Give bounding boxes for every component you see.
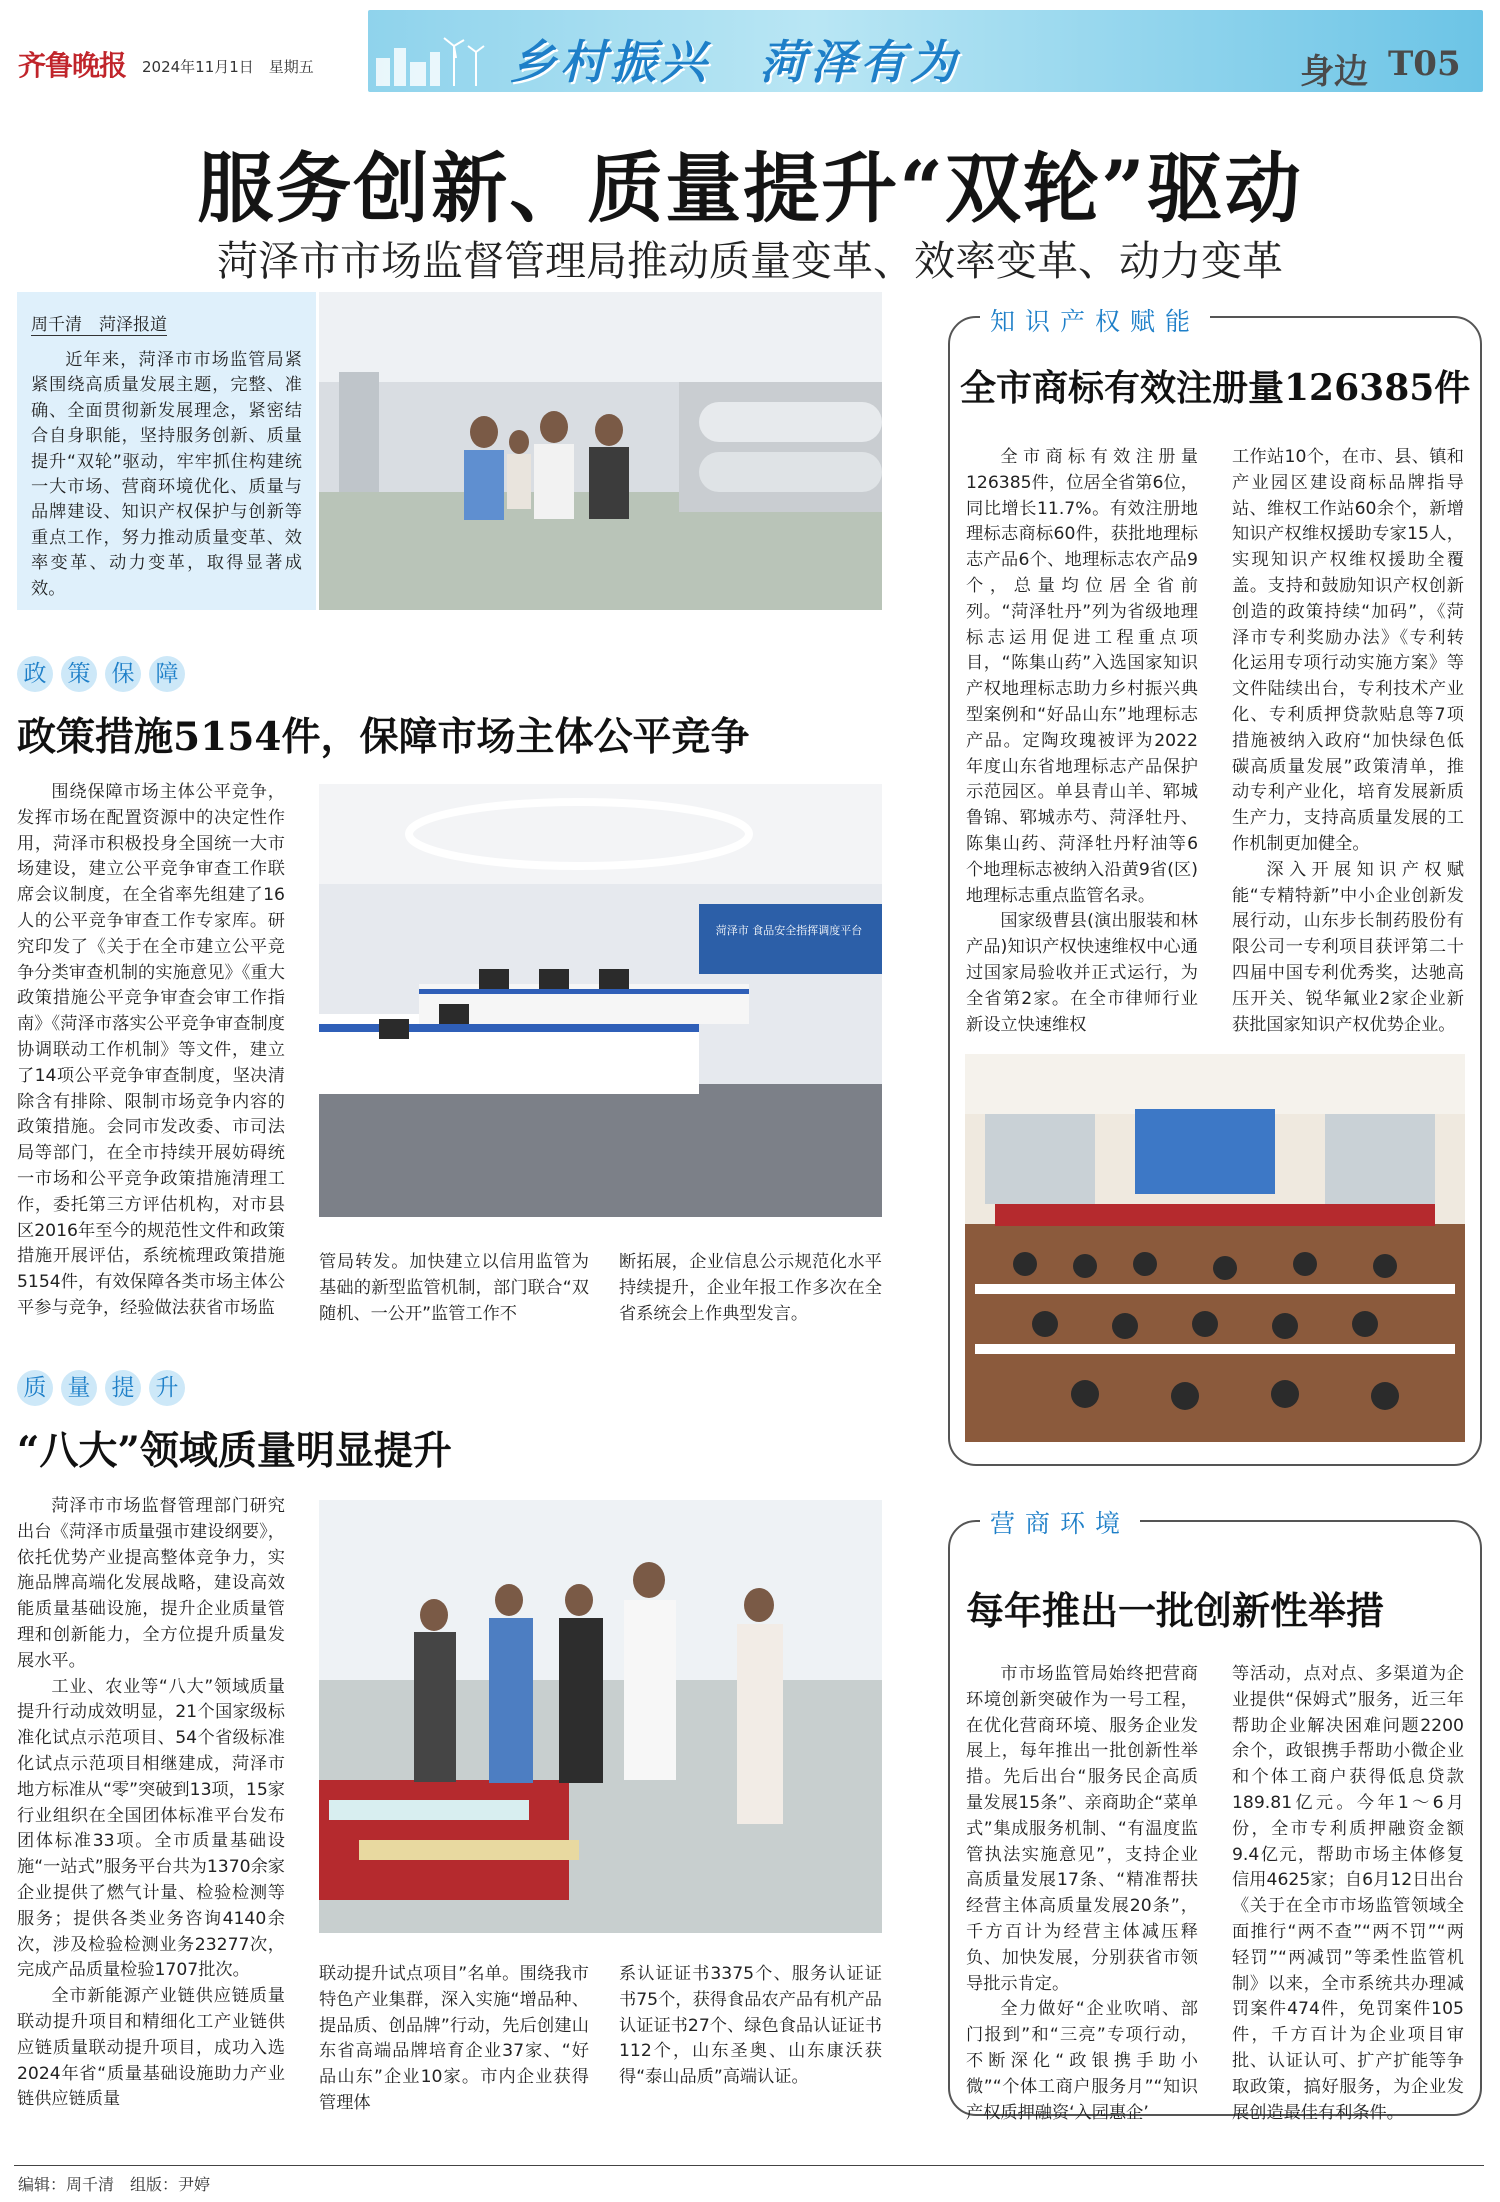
factory-visit-photo — [319, 292, 882, 610]
ip-column-1: 全市商标有效注册量126385件，位居全省第6位，同比增长11.7%。有效注册地理标志商标60件，获批地理标志产品6个、地理标志农产品9个，总量均位居全省前列。“菏泽牡丹”列为省级地理标志运用促进工程重点项目，“陈集山药”入选国家知识产权地理标志助力乡村振兴典型案例和“好品山东”地理标志产品。定陶玫瑰被评为2022年度山东省地理标志产品保护示范园区。单县青山羊、郓城鲁锦、郓城赤芍、菏泽牡丹、陈集山药、菏泽牡丹籽油等6个地理标志被纳入沿黄9省(区)地理标志重点监管名录。 国家级曹县(演出服装和林产品)知识产权快速维权中心通过国家局验收并正式运行，为全省第2家。在全市律师行业新设立快速维权 — [966, 447, 1198, 1035]
byline: 周千清 菏泽报道 — [31, 310, 167, 336]
policy-headline: 政策措施5154件，保障市场主体公平竞争 — [17, 714, 750, 760]
quality-column-1: 菏泽市市场监督管理部门研究出台《菏泽市质量强市建设纲要》，依托优势产业提高整体竞争力，实施品牌高端化发展战略，建设高效能质量基础设施，提升企业质量管理和创新能力，全方位提升质量发展水平。 工业、农业等“八大”领域质量提升行动成效明显，21个国家级标准化试点示范项目、54个省级标准化试点示范项目相继建成，菏泽市地方标准从“零”突破到13项，15家行业组织在全国团体标准平台发布团体标准33项。全市质量基础设施“一站式”服务平台共为1370余家企业提供了燃气计量、检验检测等服务；提供各类业务咨询4140余次，涉及检验检测业务23277次，完成产品质量检验1707批次。 全市新能源产业链供应链质量联动提升项目和精细化工产业链供应链质量联动提升项目，成功入选2024年省“质量基础设施助力产业链供应链质量 — [17, 1496, 285, 2110]
town-skyline-icon — [372, 28, 492, 88]
conference-photo — [965, 1054, 1465, 1442]
quality-inspection-photo — [319, 1500, 882, 1933]
ip-headline: 全市商标有效注册量126385件 — [960, 367, 1471, 409]
business-column-2: 等活动，点对点、多渠道为企业提供“保姆式”服务，近三年帮助企业解决困难问题2200余个，政银携手帮助小微企业和个体工商户获得低息贷款189.81亿元。今年1～6月份，全市专利质押融资金额9.4亿元，帮助市场主体修复信用4625家；自6月12日出台《关于在全市市场监管领域全面推行“两不查”“两不罚”“两轻罚”“两减罚”等柔性监管机制》以来，全市系统共办理减罚案件474件，免罚案件105件，千方百计为企业项目审批、认证认可、扩产扩能等争取政策，搞好服务，为企业发展创造最佳有利条件。 — [1232, 1664, 1464, 2123]
control-center-photo — [319, 784, 882, 1217]
lead-box — [17, 292, 316, 610]
screen-caption: 菏泽市 食品安全指挥调度平台 — [715, 924, 863, 937]
page-number: T05 — [1388, 44, 1461, 84]
quality-headline: “八大”领域质量明显提升 — [17, 1428, 452, 1474]
policy-column-1: 围绕保障市场主体公平竞争，发挥市场在配置资源中的决定性作用，菏泽市积极投身全国统一大市场建设，建立公平竞争审查工作联席会议制度，在全省率先组建了16人的公平竞争审查工作专家库。研究印发了《关于在全市建立公平竞争分类审查机制的实施意见》《重大政策措施公平竞争审查会审工作指南》《菏泽市落实公平竞争审查制度协调联动工作机制》等文件，建立了14项公平竞争审查制度，坚决清除含有排除、限制市场竞争内容的政策措施。会同市发改委、市司法局等部门，在全市持续开展妨碍统一市场和公平竞争政策措施清理工作，委托第三方评估机构，对市县区2016年至今的规范性文件和政策措施开展评估，系统梳理政策措施5154件，有效保障各类市场主体公平参与竞争，经验做法获省市场监 — [17, 782, 285, 1318]
section-tag-policy: 政 策 保 障 — [17, 656, 185, 692]
masthead — [0, 0, 1500, 95]
quality-column-2: 联动提升试点项目”名单。围绕我市特色产业集群，深入实施“增品种、提品质、创品牌”行动，先后创建山东省高端品牌培育企业37家、“好品山东”企业10家。市内企业获得管理体 — [319, 1964, 589, 2113]
editor-credits: 编辑：周千清 组版：尹婷 — [18, 2175, 211, 2194]
main-subheadline: 菏泽市市场监督管理局推动质量变革、效率变革、动力变革 — [217, 237, 1283, 285]
business-headline: 每年推出一批创新性举措 — [966, 1588, 1385, 1633]
section-tag-ip: 知识产权赋能 — [980, 302, 1210, 338]
section-tag-business: 营商环境 — [980, 1504, 1140, 1540]
business-column-1: 市市场监管局始终把营商环境创新突破作为一号工程，在优化营商环境、服务企业发展上，每年推出一批创新性举措。先后出台“服务民企高质量发展15条”、亲商助企“菜单式”集成服务机制、“有温度监管执法实施意见”，支持企业高质量发展17条、“精准帮扶经营主体高质量发展20条”，千方百计为经营主体减压释负、加快发展，分别获省市领导批示肯定。 全力做好“企业吹哨、部门报到”和“三亮”专项行动，不断深化“政银携手助小微”“个体工商户服务月”“知识产权质押融资‘入园惠企’ — [966, 1664, 1198, 2123]
section-name: 身边 — [1300, 52, 1368, 92]
policy-column-2: 管局转发。加快建立以信用监管为基础的新型监管机制，部门联合“双随机、一公开”监管工作不 — [319, 1252, 589, 1324]
footer-divider — [14, 2165, 1484, 2166]
column-slogan: 乡村振兴 菏泽有为 — [510, 35, 960, 89]
section-tag-quality: 质 量 提 升 — [17, 1370, 185, 1406]
quality-column-3: 系认证证书3375个、服务认证证书75个，获得食品农产品有机产品认证证书27个、绿色食品认证证书112个，山东圣奥、山东康沃获得“泰山品质”高端认证。 — [619, 1964, 882, 2088]
ip-column-2: 工作站10个，在市、县、镇和产业园区建设商标品牌指导站、维权工作站60余个，新增知识产权维权援助专家15人，实现知识产权维权援助全覆盖。支持和鼓励知识产权创新创造的政策持续“加码”，《菏泽市专利奖励办法》《专利转化运用专项行动实施方案》等文件陆续出台，专利技术产业化、专利质押贷款贴息等7项措施被纳入政府“加快绿色低碳高质量发展”政策清单，推动专利产业化，培育发展新质生产力，支持高质量发展的工作机制更加健全。 深入开展知识产权赋能“专精特新”中小企业创新发展行动，山东步长制药股份有限公司一专利项目获评第二十四届中国专利优秀奖，达驰高压开关、锐华氟业2家企业新获批国家知识产权优势企业。 — [1232, 447, 1464, 1035]
main-headline: 服务创新、质量提升“双轮”驱动 — [197, 144, 1303, 233]
issue-date: 2024年11月1日 星期五 — [142, 58, 314, 76]
lead-paragraph: 近年来，菏泽市市场监管局紧紧围绕高质量发展主题，完整、准确、全面贯彻新发展理念，紧密结合自身职能，坚持服务创新、质量提升“双轮”驱动，牢牢抓住构建统一大市场、营商环境优化、质量与品牌建设、知识产权保护与创新等重点工作，努力推动质量变革、效率变革、动力变革，取得显著成效。 — [31, 350, 302, 599]
newspaper-logo: 齐鲁晚报 — [18, 49, 127, 82]
policy-column-3: 断拓展，企业信息公示规范化水平持续提升，企业年报工作多次在全省系统会上作典型发言。 — [619, 1252, 882, 1324]
